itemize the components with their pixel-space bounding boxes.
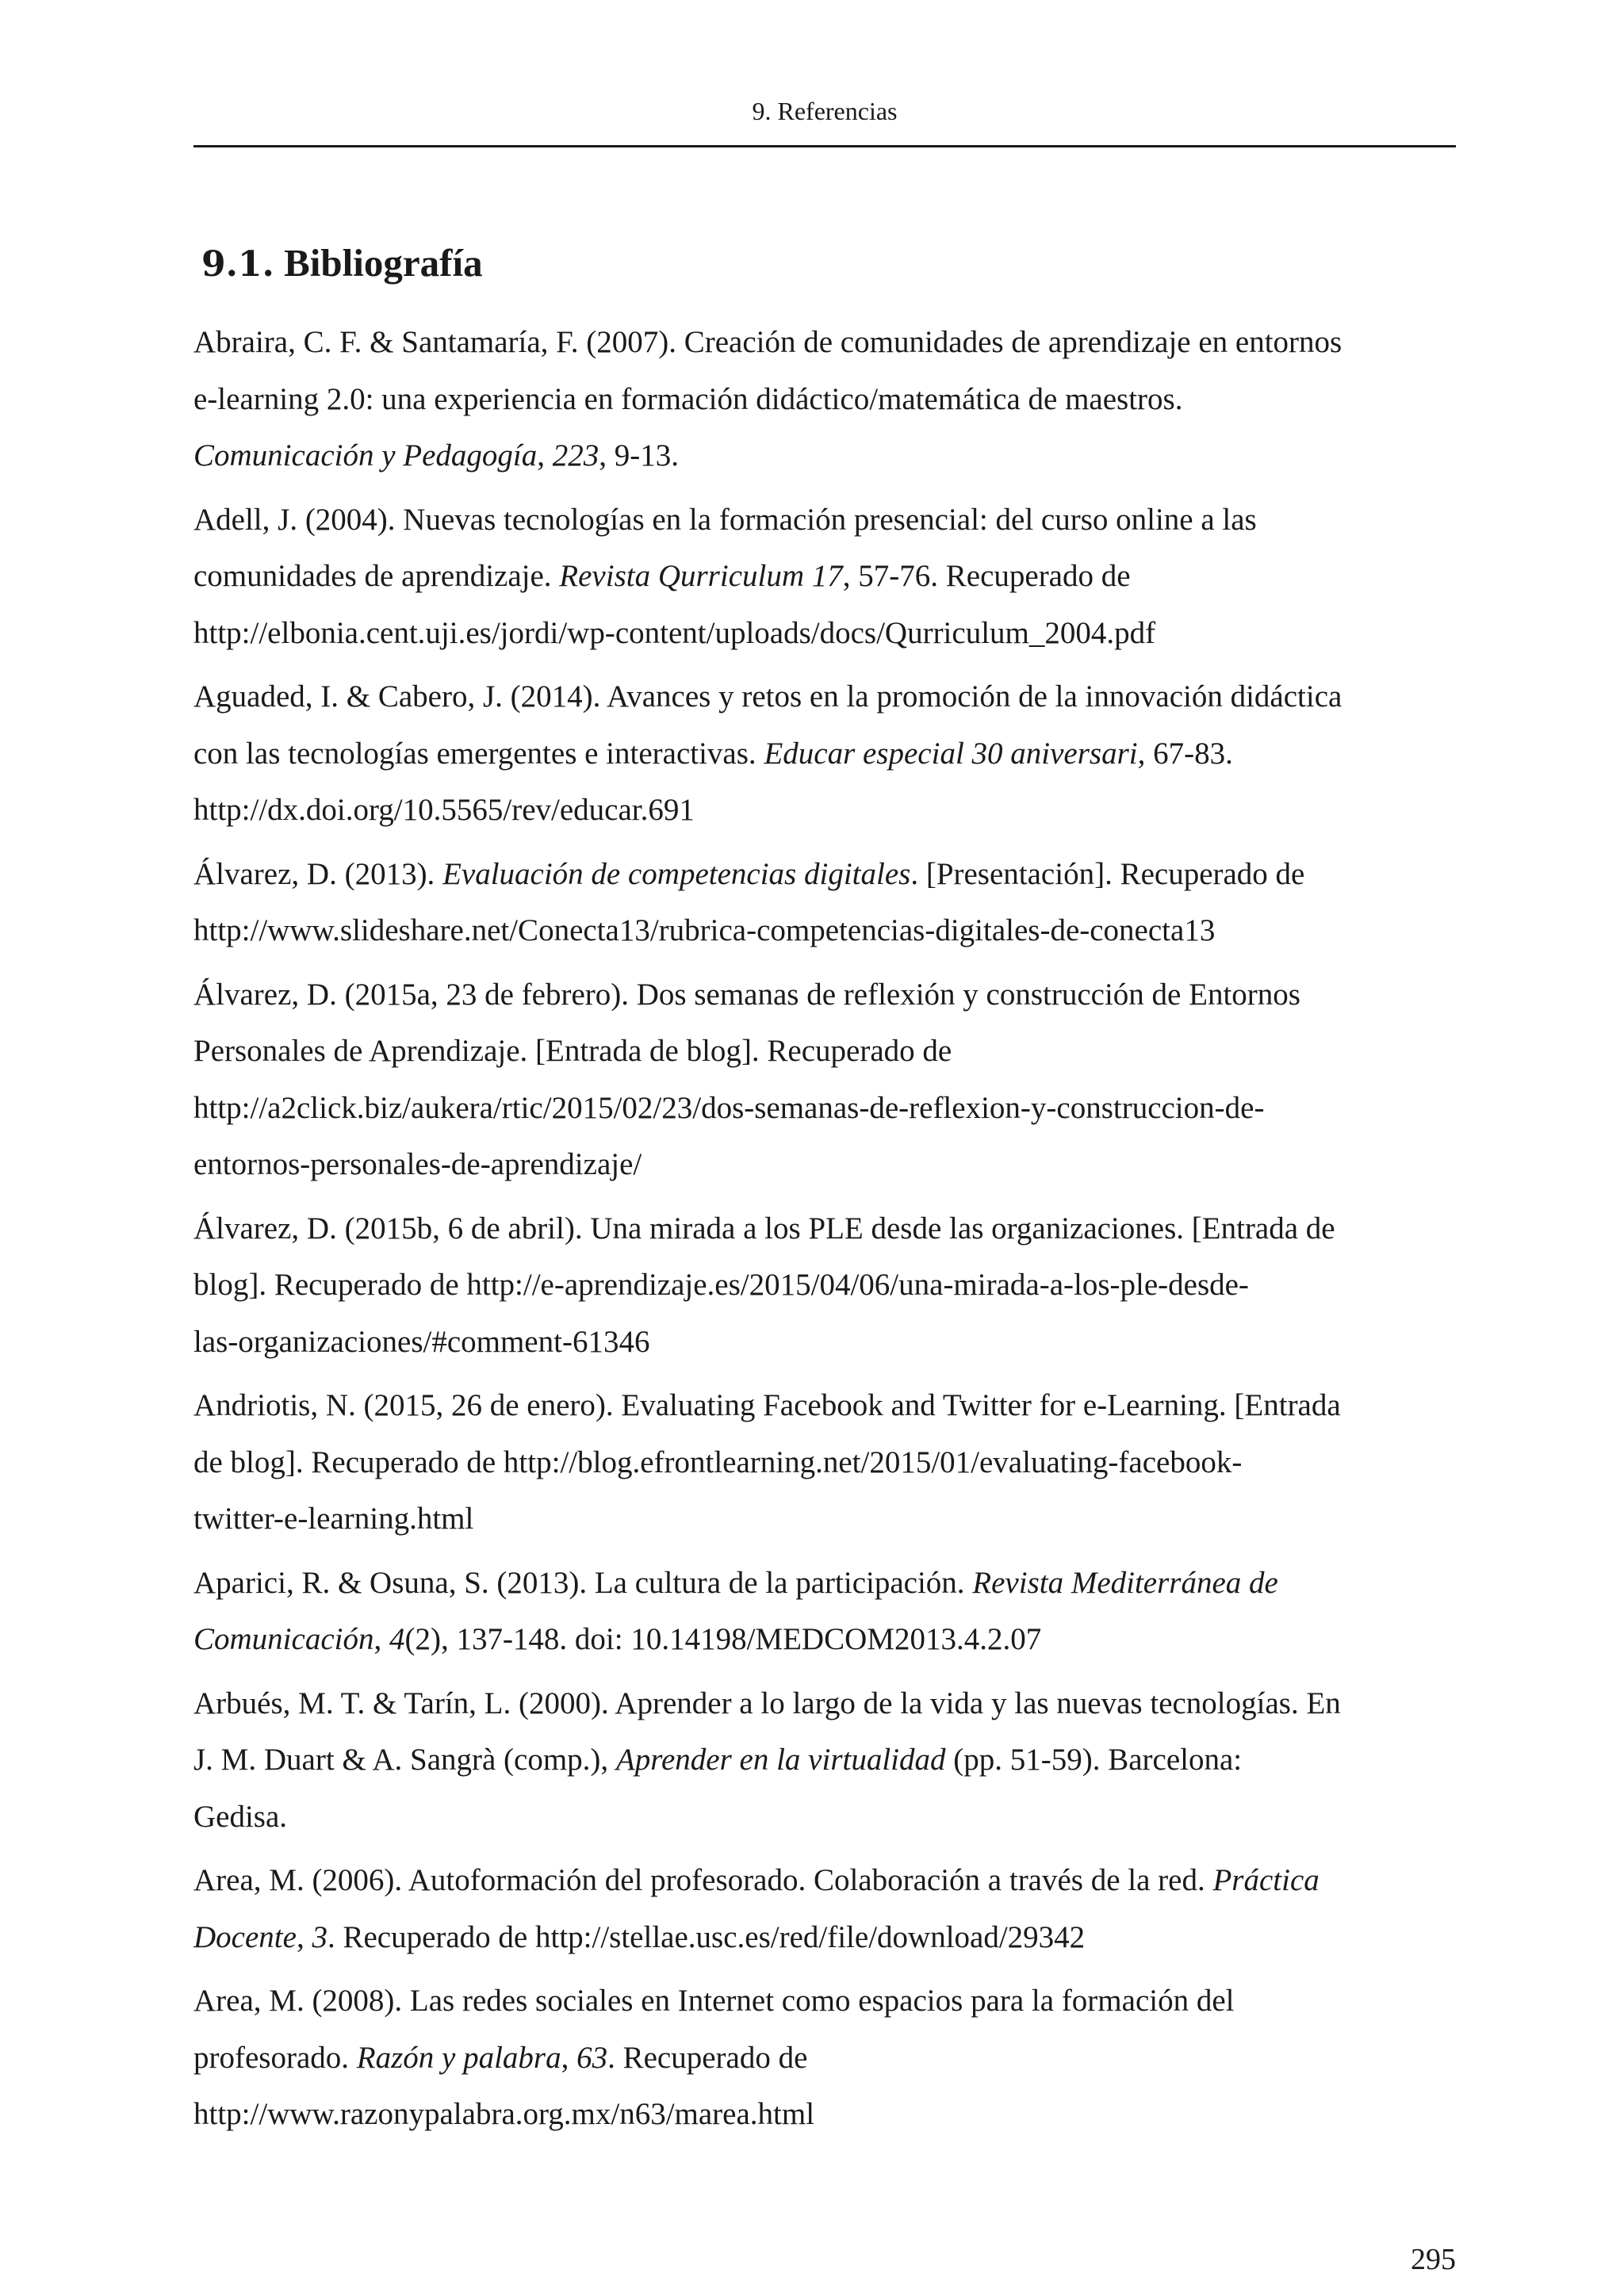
page-number: 295 xyxy=(1411,2243,1456,2276)
reference-text: http://a2click.biz/aukera/rtic/2015/02/23/dos-semanas-de-reflexion-y-construccion-de- xyxy=(193,1090,1265,1125)
reference-italic-text: 4 xyxy=(389,1622,405,1656)
section-title xyxy=(201,238,483,290)
reference-line xyxy=(193,1257,1462,1314)
reference-line xyxy=(193,902,1462,959)
reference-line xyxy=(193,1314,1462,1371)
reference-text: , xyxy=(561,2040,577,2075)
reference-text: Álvarez, D. (2013). xyxy=(193,856,443,891)
reference-italic-text: Revista Qurriculum 17 xyxy=(559,559,843,593)
reference-italic-text: Docente xyxy=(193,1919,297,1954)
reference-text: Personales de Aprendizaje. [Entrada de blog]. Recuperado de xyxy=(193,1034,952,1068)
reference-italic-text: Educar especial 30 aniversari, xyxy=(764,736,1146,771)
reference-italic-text: Evaluación de competencias digitales xyxy=(442,856,911,891)
reference-text: Andriotis, N. (2015, 26 de enero). Evaluating Facebook and Twitter for e-Learning. [Entrada xyxy=(193,1388,1341,1422)
reference-line xyxy=(193,427,1462,484)
reference-text: . [Presentación]. Recuperado de xyxy=(910,856,1305,891)
reference-text: Álvarez, D. (2015a, 23 de febrero). Dos semanas de reflexión y construcción de Entornos xyxy=(193,977,1300,1012)
reference-line xyxy=(193,1490,1462,1548)
reference-italic-text: Comunicación y Pedagogía xyxy=(193,438,538,473)
reference-entry xyxy=(193,966,1462,1193)
reference-line xyxy=(193,605,1462,662)
reference-text: (pp. 51-59). Barcelona: xyxy=(945,1743,1243,1777)
reference-line xyxy=(193,1434,1462,1491)
reference-text: Gedisa. xyxy=(193,1799,288,1834)
reference-italic-text: Comunicación xyxy=(193,1622,374,1656)
reference-entry xyxy=(193,1973,1462,2143)
reference-text: http://elbonia.cent.uji.es/jordi/wp-content/uploads/docs/Qurriculum_2004.pdf xyxy=(193,615,1156,650)
reference-line xyxy=(193,1973,1462,2030)
reference-entry xyxy=(193,1675,1462,1846)
section-number: 9.1. xyxy=(201,244,274,285)
reference-line xyxy=(193,1675,1462,1732)
reference-italic-text: 63 xyxy=(576,2040,608,2075)
reference-entry xyxy=(193,668,1462,839)
reference-text: twitter-e-learning.html xyxy=(193,1502,474,1536)
reference-line xyxy=(193,1789,1462,1846)
reference-text: (2), 137-148. doi: 10.14198/MEDCOM2013.4.2.07 xyxy=(404,1622,1042,1656)
reference-text: Adell, J. (2004). Nuevas tecnologías en la formación presencial: del curso online a las xyxy=(193,502,1257,537)
reference-italic-text: Razón y palabra xyxy=(356,2040,561,2075)
reference-line xyxy=(193,1909,1462,1966)
reference-line xyxy=(193,371,1462,428)
reference-line xyxy=(193,1136,1462,1193)
reference-italic-text: Revista Mediterránea de xyxy=(972,1565,1278,1600)
reference-line xyxy=(193,2086,1462,2143)
reference-text: con las tecnologías emergentes e interactivas. xyxy=(193,736,764,771)
reference-text: profesorado. xyxy=(193,2040,357,2075)
reference-line xyxy=(193,1732,1462,1789)
reference-text: , 57-76. Recuperado de xyxy=(842,559,1131,593)
reference-text: entornos-personales-de-aprendizaje/ xyxy=(193,1147,642,1181)
reference-italic-text: 3 xyxy=(312,1919,327,1954)
reference-line xyxy=(193,1080,1462,1137)
reference-text: las-organizaciones/#comment-61346 xyxy=(193,1324,650,1359)
reference-line xyxy=(193,2030,1462,2087)
reference-text: , xyxy=(537,438,553,473)
reference-text: http://www.razonypalabra.org.mx/n63/marea.html xyxy=(193,2097,815,2131)
reference-italic-text: 223 xyxy=(552,438,599,473)
section-heading: Bibliografía xyxy=(284,241,483,285)
reference-line xyxy=(193,548,1462,605)
reference-text: 67-83. xyxy=(1145,736,1233,771)
reference-text: J. M. Duart & A. Sangrà (comp.), xyxy=(193,1743,616,1777)
reference-line xyxy=(193,668,1462,725)
reference-text: comunidades de aprendizaje. xyxy=(193,559,560,593)
reference-italic-text: Práctica xyxy=(1212,1863,1320,1897)
reference-entry xyxy=(193,1852,1462,1965)
reference-text: . Recuperado de http://stellae.usc.es/red/file/download/29342 xyxy=(327,1919,1086,1954)
reference-line xyxy=(193,1023,1462,1080)
reference-line xyxy=(193,782,1462,839)
reference-text: Aguaded, I. & Cabero, J. (2014). Avances y retos en la promoción de la innovación didáctica xyxy=(193,679,1342,714)
reference-text: blog]. Recuperado de http://e-aprendizaje.es/2015/04/06/una-mirada-a-los-ple-desde- xyxy=(193,1268,1249,1302)
reference-text: Álvarez, D. (2015b, 6 de abril). Una mirada a los PLE desde las organizaciones. [Entrada de xyxy=(193,1211,1335,1246)
reference-entry xyxy=(193,1555,1462,1668)
reference-text: , 9-13. xyxy=(599,438,679,473)
reference-entry xyxy=(193,1200,1462,1371)
reference-line xyxy=(193,1611,1462,1668)
reference-text: e-learning 2.0: una experiencia en formación didáctico/matemática de maestros. xyxy=(193,381,1183,416)
reference-list xyxy=(193,314,1462,2150)
reference-text: Arbués, M. T. & Tarín, L. (2000). Aprender a lo largo de la vida y las nuevas tecnologías. En xyxy=(193,1686,1341,1720)
reference-entry xyxy=(193,1377,1462,1548)
reference-entry xyxy=(193,492,1462,662)
reference-italic-text: Aprender en la virtualidad xyxy=(615,1743,946,1777)
reference-text: Area, M. (2008). Las redes sociales en Internet como espacios para la formación del xyxy=(193,1984,1235,2018)
reference-text: http://www.slideshare.net/Conecta13/rubrica-competencias-digitales-de-conecta13 xyxy=(193,913,1216,947)
reference-text: , xyxy=(373,1622,389,1656)
reference-line xyxy=(193,1200,1462,1257)
reference-entry xyxy=(193,846,1462,959)
reference-line xyxy=(193,846,1462,903)
running-head: 9. Referencias xyxy=(752,97,898,125)
header-rule xyxy=(193,145,1456,147)
reference-line xyxy=(193,314,1462,371)
reference-text: http://dx.doi.org/10.5565/rev/educar.691 xyxy=(193,793,695,827)
reference-text: Abraira, C. F. & Santamaría, F. (2007). Creación de comunidades de aprendizaje en entornos xyxy=(193,325,1342,359)
reference-line xyxy=(193,966,1462,1024)
reference-text: . Recuperado de xyxy=(607,2040,808,2075)
reference-entry xyxy=(193,314,1462,484)
reference-line xyxy=(193,492,1462,549)
reference-text: Aparici, R. & Osuna, S. (2013). La cultura de la participación. xyxy=(193,1565,973,1600)
reference-text: de blog]. Recuperado de http://blog.efrontlearning.net/2015/01/evaluating-facebook- xyxy=(193,1445,1243,1479)
reference-line xyxy=(193,1555,1462,1612)
reference-line xyxy=(193,1377,1462,1434)
reference-line xyxy=(193,725,1462,783)
reference-text: Area, M. (2006). Autoformación del profesorado. Colaboración a través de la red. xyxy=(193,1863,1213,1897)
reference-text: , xyxy=(296,1919,312,1954)
reference-line xyxy=(193,1852,1462,1909)
